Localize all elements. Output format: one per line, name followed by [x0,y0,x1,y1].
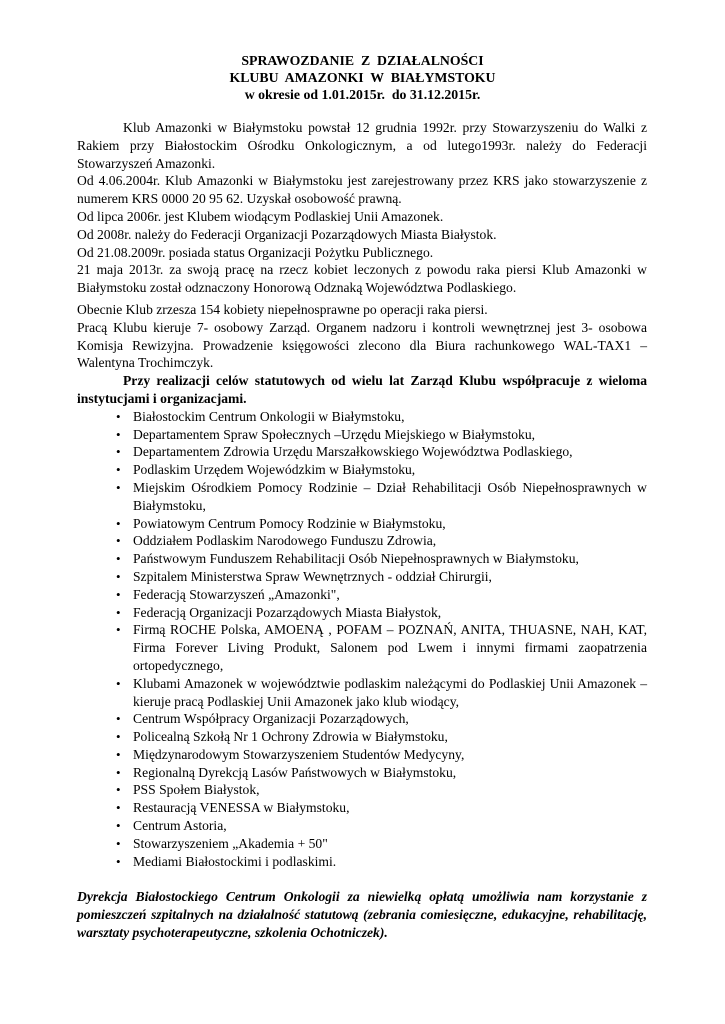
list-item: • Międzynarodowym Stowarzyszeniem Studentów Medycyny, [133,746,647,764]
organizations-list [77,408,647,871]
list-item: • Regionalną Dyrekcją Lasów Państwowych w Białymstoku, [133,764,647,782]
list-item: • Centrum Astoria, [133,817,647,835]
list-item: • Miejskim Ośrodkiem Pomocy Rodzinie – Dział Rehabilitacji Osób Niepełnosprawnych w Białymstoku, [133,479,647,515]
list-item: • Firmą ROCHE Polska, AMOENĄ , POFAM – POZNAŃ, ANITA, THUASNE, NAH, KAT, Firma Forever Living Produkt, Salonem pod Lwem i innymi firmami zaopatrzenia ortopedycznego, [133,621,647,674]
list-item: • Białostockim Centrum Onkologii w Białymstoku, [133,408,647,426]
paragraph-founding: Klub Amazonki w Białymstoku powstał 12 grudnia 1992r. przy Stowarzyszeniu do Walki z Rakiem przy Białostockim Ośrodku Onkologicznym, a od lutego1993r. należy do Federacji Stowarzyszeń Amazonki. [77,120,647,171]
list-item: • Restauracją VENESSA w Białymstoku, [133,799,647,817]
paragraph-federation: Od 2008r. należy do Federacji Organizacji Pozarządowych Miasta Białystok. [77,226,497,242]
list-item: • Centrum Współpracy Organizacji Pozarządowych, [133,710,647,728]
paragraph-opp-status: Od 21.08.2009r. posiada status Organizacji Pożytku Publicznego. [77,244,434,260]
list-item: • Powiatowym Centrum Pomocy Rodzinie w Białymstoku, [133,515,647,533]
list-item: • Mediami Białostockimi i podlaskimi. [133,853,647,871]
title-line-1: SPRAWOZDANIE Z DZIAŁALNOŚCI [241,53,484,68]
list-item: • Oddziałem Podlaskim Narodowego Funduszu Zdrowia, [133,532,647,550]
title-line-2: KLUBU AMAZONKI W BIAŁYMSTOKU [229,70,496,85]
paragraph-members: Obecnie Klub zrzesza 154 kobiety niepełnosprawne po operacji raka piersi. [77,301,488,317]
list-item: • Departamentem Spraw Społecznych –Urzędu Miejskiego w Białymstoku, [133,426,647,444]
list-item: • Federacją Organizacji Pozarządowych Miasta Białystok, [133,604,647,622]
title-line-3: w okresie od 1.01.2015r. do 31.12.2015r. [244,87,481,102]
list-item: • Stowarzyszeniem „Akademia + 50" [133,835,647,853]
list-item: • Federacją Stowarzyszeń „Amazonki", [133,586,647,604]
report-body [77,119,647,942]
report-title [0,52,725,103]
list-item: • Podlaskim Urzędem Wojewódzkim w Białymstoku, [133,461,647,479]
paragraph-krs: Od 4.06.2004r. Klub Amazonki w Białymstoku jest zarejestrowany przez KRS jako stowarzyszenie z numerem KRS 0000 20 95 62. Uzyskał osobowość prawną. [77,173,647,207]
list-item: • Szpitalem Ministerstwa Spraw Wewnętrznych - oddział Chirurgii, [133,568,647,586]
list-item: • Policealną Szkołą Nr 1 Ochrony Zdrowia w Białymstoku, [133,728,647,746]
list-item: • Klubami Amazonek w województwie podlaskim należącymi do Podlaskiej Unii Amazonek – kieruje pracą Podlaskiej Unii Amazonek jako klub wiodący, [133,675,647,711]
paragraph-cooperation: Przy realizacji celów statutowych od wielu lat Zarząd Klubu współpracuje z wieloma instytucjami i organizacjami. [77,373,647,406]
paragraph-leading-club: Od lipca 2006r. jest Klubem wiodącym Podlaskiej Unii Amazonek. [77,208,444,224]
paragraph-closing: Dyrekcja Białostockiego Centrum Onkologii za niewielką opłatą umożliwia nam korzystanie z pomieszczeń szpitalnych na działalność statutową (zebrania comiesięczne, edukacyjne, rehabilitację, warsztaty psychoterapeutyczne, szkolenia Ochotniczek). [77,889,647,941]
paragraph-management: Pracą Klubu kieruje 7- osobowy Zarząd. Organem nadzoru i kontroli wewnętrznej jest 3- osobowa Komisja Rewizyjna. Prowadzenie księgowości zlecono dla Biura rachunkowego WAL-TAX1 – Walentyna Trochimczyk. [77,319,647,371]
list-item: • PSS Społem Białystok, [133,781,647,799]
list-item: • Państwowym Funduszem Rehabilitacji Osób Niepełnosprawnych w Białymstoku, [133,550,647,568]
list-item: • Departamentem Zdrowia Urzędu Marszałkowskiego Województwa Podlaskiego, [133,443,647,461]
paragraph-award: 21 maja 2013r. za swoją pracę na rzecz kobiet leczonych z powodu raka piersi Klub Amazonki w Białymstoku został odznaczony Honorową Odznaką Województwa Podlaskiego. [77,262,647,296]
